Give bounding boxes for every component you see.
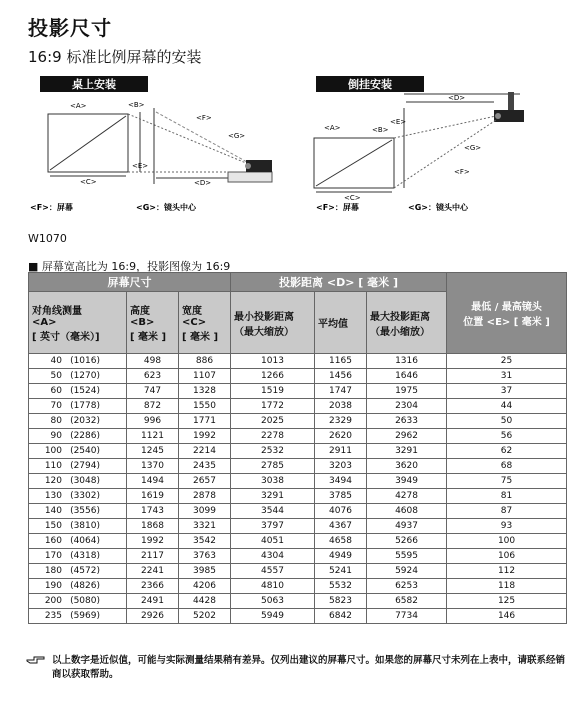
cell-diagonal	[29, 429, 127, 444]
table-cell: 3291	[231, 489, 315, 504]
cell-mm: (3810)	[70, 521, 100, 531]
col-min-distance: 最小投影距离 （最大缩放）	[231, 292, 315, 354]
table-cell: 7734	[367, 609, 447, 624]
table-cell: 3494	[315, 474, 367, 489]
table-cell: 4608	[367, 504, 447, 519]
table-cell: 5949	[231, 609, 315, 624]
table-cell: 1975	[367, 384, 447, 399]
table-cell: 1619	[127, 489, 179, 504]
ceiling-label-f: <F>	[454, 168, 470, 176]
table-row	[29, 534, 567, 549]
table-cell: 4206	[179, 579, 231, 594]
table-cell: 996	[127, 414, 179, 429]
cell-mm: (1016)	[70, 356, 100, 366]
table-row	[29, 429, 567, 444]
desk-label-b: <B>	[128, 101, 145, 109]
cell-diagonal	[29, 474, 127, 489]
cell-mm: (1270)	[70, 371, 100, 381]
table-cell: 2038	[315, 399, 367, 414]
cell-diagonal	[29, 504, 127, 519]
cell-mm: (2286)	[70, 431, 100, 441]
table-cell: 106	[447, 549, 567, 564]
table-cell: 25	[447, 354, 567, 369]
ceiling-diagonal	[316, 140, 392, 186]
table-cell: 2214	[179, 444, 231, 459]
table-row	[29, 579, 567, 594]
table-cell: 2366	[127, 579, 179, 594]
table-cell: 4557	[231, 564, 315, 579]
table-cell: 2962	[367, 429, 447, 444]
cell-inch: 160	[44, 536, 62, 546]
table-cell: 2657	[179, 474, 231, 489]
footnote	[28, 654, 568, 682]
cell-diagonal	[29, 594, 127, 609]
table-cell: 2025	[231, 414, 315, 429]
table-cell: 3985	[179, 564, 231, 579]
col-average: 平均值	[315, 292, 367, 354]
desk-label-f: <F>	[196, 114, 212, 122]
desk-table	[228, 172, 272, 182]
table-cell: 4949	[315, 549, 367, 564]
table-cell: 623	[127, 369, 179, 384]
table-row	[29, 414, 567, 429]
table-cell: 2878	[179, 489, 231, 504]
table-row	[29, 549, 567, 564]
table-cell: 112	[447, 564, 567, 579]
ceiling-label-g: <G>	[464, 144, 482, 152]
cell-mm: (1778)	[70, 401, 100, 411]
table-cell: 2633	[367, 414, 447, 429]
table-cell: 75	[447, 474, 567, 489]
desk-diagonal	[50, 116, 126, 170]
table-cell: 2491	[127, 594, 179, 609]
table-cell: 1519	[231, 384, 315, 399]
cell-mm: (5969)	[70, 611, 100, 621]
table-cell: 4367	[315, 519, 367, 534]
cell-inch: 90	[50, 431, 62, 441]
table-cell: 1992	[179, 429, 231, 444]
table-cell: 2329	[315, 414, 367, 429]
table-cell: 2785	[231, 459, 315, 474]
desk-label-a: <A>	[70, 102, 87, 110]
section-subtitle: 16:9 标准比例屏幕的安装	[28, 48, 202, 66]
cell-diagonal	[29, 354, 127, 369]
table-cell: 872	[127, 399, 179, 414]
table-cell: 1316	[367, 354, 447, 369]
desk-label-e: <E>	[132, 162, 149, 170]
cell-mm: (4318)	[70, 551, 100, 561]
cell-mm: (2032)	[70, 416, 100, 426]
table-cell: 1370	[127, 459, 179, 474]
table-cell: 1107	[179, 369, 231, 384]
table-cell: 3797	[231, 519, 315, 534]
cell-mm: (1524)	[70, 386, 100, 396]
table-cell: 747	[127, 384, 179, 399]
table-cell: 31	[447, 369, 567, 384]
col-diagonal: 对角线测量 <A> [ 英寸（毫米）]	[29, 292, 127, 354]
table-cell: 1992	[127, 534, 179, 549]
cell-diagonal	[29, 399, 127, 414]
table-cell: 4658	[315, 534, 367, 549]
model-name: W1070	[28, 232, 67, 245]
cell-inch: 190	[44, 581, 62, 591]
table-cell: 4937	[367, 519, 447, 534]
table-row	[29, 444, 567, 459]
cell-inch: 130	[44, 491, 62, 501]
installation-diagram	[28, 72, 558, 217]
cell-inch: 40	[50, 356, 62, 366]
footnote-text: 以上数字是近似值，可能与实际测量结果稍有差异。仅列出建议的屏幕尺寸。如果您的屏幕尺寸未列在上表中，请联系经销商以获取帮助。	[52, 655, 566, 680]
cell-mm: (3302)	[70, 491, 100, 501]
cell-diagonal	[29, 384, 127, 399]
table-cell: 87	[447, 504, 567, 519]
table-cell: 2278	[231, 429, 315, 444]
cell-inch: 70	[50, 401, 62, 411]
table-cell: 3321	[179, 519, 231, 534]
ceiling-label-e: <E>	[390, 118, 407, 126]
cell-inch: 180	[44, 566, 62, 576]
table-cell: 4051	[231, 534, 315, 549]
table-cell: 4428	[179, 594, 231, 609]
table-row	[29, 369, 567, 384]
table-cell: 4304	[231, 549, 315, 564]
desk-label-g: <G>	[228, 132, 246, 140]
table-cell: 125	[447, 594, 567, 609]
ceiling-label-b: <B>	[372, 126, 389, 134]
table-cell: 3038	[231, 474, 315, 489]
cell-mm: (2794)	[70, 461, 100, 471]
table-cell: 2620	[315, 429, 367, 444]
col-width: 宽度 <C> [ 毫米 ]	[179, 292, 231, 354]
table-cell: 3785	[315, 489, 367, 504]
table-cell: 1646	[367, 369, 447, 384]
desk-title: 桌上安装	[72, 78, 116, 91]
table-cell: 118	[447, 579, 567, 594]
group-projection-distance: 投影距离 <D> [ 毫米 ]	[231, 273, 447, 292]
cell-diagonal	[29, 579, 127, 594]
table-row	[29, 609, 567, 624]
cell-inch: 50	[50, 371, 62, 381]
cell-diagonal	[29, 609, 127, 624]
table-cell: 1266	[231, 369, 315, 384]
cell-mm: (4572)	[70, 566, 100, 576]
table-row	[29, 594, 567, 609]
table-cell: 5063	[231, 594, 315, 609]
table-cell: 2304	[367, 399, 447, 414]
cell-inch: 60	[50, 386, 62, 396]
ratio-note-text: 屏幕宽高比为 16:9，投影图像为 16:9	[41, 260, 231, 273]
table-cell: 5266	[367, 534, 447, 549]
table-cell: 5823	[315, 594, 367, 609]
cell-inch: 170	[44, 551, 62, 561]
table-cell: 37	[447, 384, 567, 399]
table-row	[29, 474, 567, 489]
table-cell: 1550	[179, 399, 231, 414]
table-cell: 4076	[315, 504, 367, 519]
table-cell: 1772	[231, 399, 315, 414]
table-cell: 3542	[179, 534, 231, 549]
table-cell: 50	[447, 414, 567, 429]
table-cell: 1165	[315, 354, 367, 369]
cell-diagonal	[29, 519, 127, 534]
table-cell: 100	[447, 534, 567, 549]
table-cell: 3763	[179, 549, 231, 564]
table-cell: 2532	[231, 444, 315, 459]
table-cell: 4278	[367, 489, 447, 504]
table-cell: 3203	[315, 459, 367, 474]
table-cell: 1747	[315, 384, 367, 399]
table-cell: 886	[179, 354, 231, 369]
table-cell: 1868	[127, 519, 179, 534]
legend-g-left: <G>：镜头中心	[136, 203, 196, 212]
cell-diagonal	[29, 459, 127, 474]
table-row	[29, 354, 567, 369]
page-title: 投影尺寸	[28, 16, 112, 40]
group-screen-size: 屏幕尺寸	[29, 273, 231, 292]
legend-g-right: <G>：镜头中心	[408, 203, 468, 212]
cell-inch: 100	[44, 446, 62, 456]
table-cell: 1328	[179, 384, 231, 399]
cell-mm: (2540)	[70, 446, 100, 456]
table-cell: 4810	[231, 579, 315, 594]
table-cell: 3099	[179, 504, 231, 519]
table-row	[29, 399, 567, 414]
table-cell: 3291	[367, 444, 447, 459]
table-cell: 6582	[367, 594, 447, 609]
table-cell: 5532	[315, 579, 367, 594]
legend-f-right: <F>：屏幕	[316, 203, 359, 212]
ceiling-label-d: <D>	[448, 94, 466, 102]
cell-inch: 140	[44, 506, 62, 516]
table-body	[29, 354, 567, 624]
cell-mm: (5080)	[70, 596, 100, 606]
table-cell: 2117	[127, 549, 179, 564]
cell-diagonal	[29, 414, 127, 429]
table-cell: 6842	[315, 609, 367, 624]
table-cell: 44	[447, 399, 567, 414]
table-row	[29, 504, 567, 519]
cell-diagonal	[29, 489, 127, 504]
desk-label-d: <D>	[194, 179, 212, 187]
cell-diagonal	[29, 564, 127, 579]
cell-mm: (3048)	[70, 476, 100, 486]
ceiling-title: 倒挂安装	[348, 78, 392, 91]
cell-inch: 200	[44, 596, 62, 606]
pointing-hand-icon	[26, 654, 46, 666]
ceiling-label-a: <A>	[324, 124, 341, 132]
table-cell: 3949	[367, 474, 447, 489]
table-cell: 81	[447, 489, 567, 504]
table-cell: 2435	[179, 459, 231, 474]
table-cell: 1245	[127, 444, 179, 459]
table-cell: 3544	[231, 504, 315, 519]
table-cell: 5241	[315, 564, 367, 579]
table-row	[29, 459, 567, 474]
bullet-square-icon: ■	[28, 260, 39, 273]
cell-inch: 110	[44, 461, 62, 471]
table-cell: 6253	[367, 579, 447, 594]
table-cell: 2241	[127, 564, 179, 579]
cell-inch: 120	[44, 476, 62, 486]
table-cell: 1771	[179, 414, 231, 429]
cell-diagonal	[29, 534, 127, 549]
projection-table	[28, 272, 567, 624]
table-cell: 1456	[315, 369, 367, 384]
cell-mm: (3556)	[70, 506, 100, 516]
table-row	[29, 519, 567, 534]
table-row	[29, 564, 567, 579]
table-cell: 5595	[367, 549, 447, 564]
table-cell: 56	[447, 429, 567, 444]
table-cell: 3620	[367, 459, 447, 474]
table-row	[29, 489, 567, 504]
cell-diagonal	[29, 549, 127, 564]
col-height: 高度 <B> [ 毫米 ]	[127, 292, 179, 354]
table-cell: 1121	[127, 429, 179, 444]
table-cell: 5202	[179, 609, 231, 624]
table-cell: 1743	[127, 504, 179, 519]
legend-f-left: <F>：屏幕	[30, 203, 73, 212]
table-cell: 2911	[315, 444, 367, 459]
cell-diagonal	[29, 369, 127, 384]
table-cell: 1494	[127, 474, 179, 489]
ceiling-label-c: <C>	[344, 194, 361, 202]
cell-inch: 235	[44, 611, 62, 621]
cell-diagonal	[29, 444, 127, 459]
table-cell: 2926	[127, 609, 179, 624]
cell-inch: 150	[44, 521, 62, 531]
table-cell: 1013	[231, 354, 315, 369]
table-cell: 68	[447, 459, 567, 474]
table-cell: 146	[447, 609, 567, 624]
table-row	[29, 384, 567, 399]
cell-inch: 80	[50, 416, 62, 426]
table-cell: 498	[127, 354, 179, 369]
table-cell: 93	[447, 519, 567, 534]
col-offset: 最低 / 最高镜头 位置 <E> [ 毫米 ]	[447, 273, 567, 354]
cell-mm: (4064)	[70, 536, 100, 546]
cell-mm: (4826)	[70, 581, 100, 591]
table-cell: 5924	[367, 564, 447, 579]
col-max-distance: 最大投影距离 （最小缩放）	[367, 292, 447, 354]
table-cell: 62	[447, 444, 567, 459]
desk-label-c: <C>	[80, 178, 97, 186]
